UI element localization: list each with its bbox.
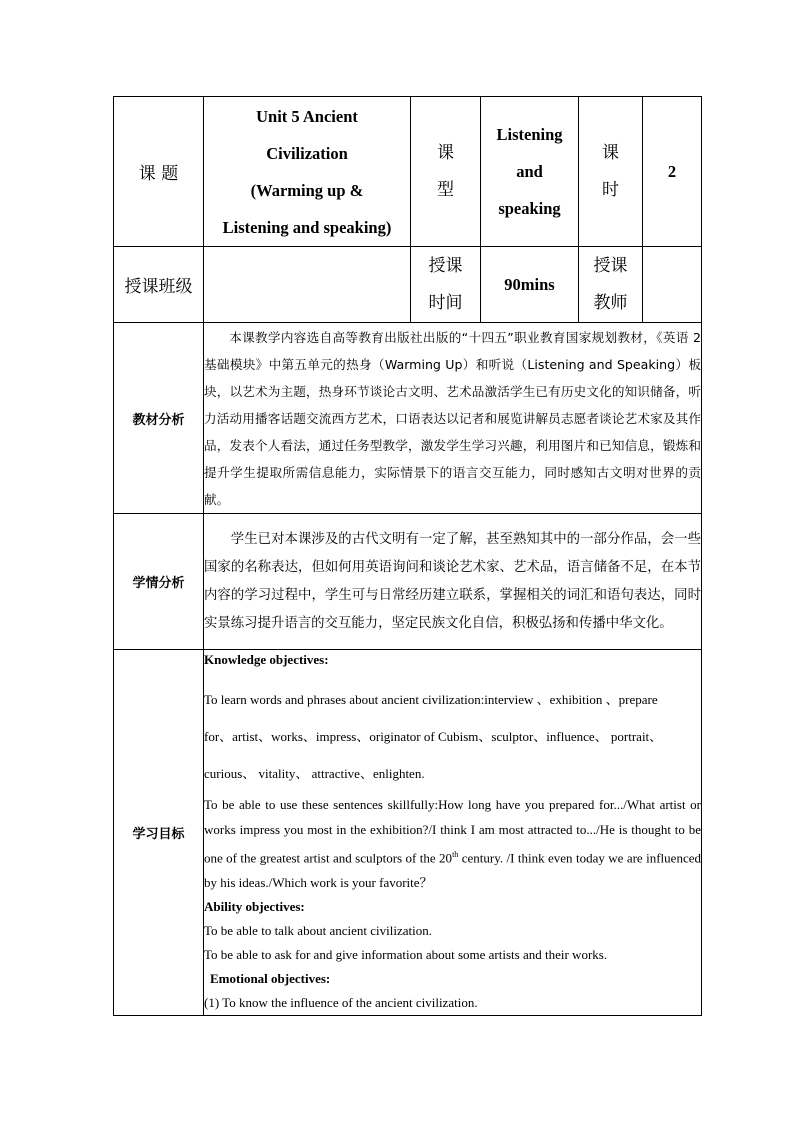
learners-text: 学生已对本课涉及的古代文明有一定了解，甚至熟知其中的一部分作品，会一些国家的名称表达，但如何用英语询问和谈论艺术家、艺术品，语言储备不足，在本节内容的学习过程中，学生可与日常经历建立联系，掌握相关的词汇和语句表达，同时实景练习提升语言的交互能力，坚定民族文化自信，积极弘扬和传播中华文化。 — [204, 531, 701, 631]
class-row — [114, 247, 702, 323]
time-label-cell — [411, 247, 481, 323]
ability-item: To be able to ask for and give information about some artists and their works. — [204, 947, 608, 963]
materials-row — [114, 323, 702, 514]
type-value-line: speaking — [498, 199, 561, 218]
sentences-text: To be able to use these sentences skillfully:How long have you prepared for.../What artist or works impress you most in the exhibition?/I think I am most attracted to.../He is thought to be one of the greatest artist and sculptors of the 20 — [204, 797, 701, 866]
type-value-line: and — [516, 162, 543, 181]
teacher-label-line: 授课 — [593, 255, 628, 276]
knowledge-heading: Knowledge objectives: — [204, 652, 329, 667]
sentences-superscript: th — [452, 850, 459, 859]
teacher-label-line: 教师 — [593, 292, 628, 313]
class-label: 授课班级 — [124, 277, 193, 297]
emotional-heading: Emotional objectives: — [210, 971, 331, 987]
topic-line: Listening and speaking) — [222, 217, 392, 237]
type-value-cell — [481, 97, 579, 247]
ability-item: To be able to talk about ancient civilization. — [204, 923, 432, 939]
time-value-cell — [481, 247, 579, 323]
type-label-char: 课 — [437, 142, 454, 163]
materials-label: 教材分析 — [132, 412, 185, 428]
class-label-cell — [114, 247, 204, 323]
materials-text-cell — [204, 323, 702, 514]
topic-label-cell — [114, 97, 204, 247]
learners-label: 学情分析 — [132, 576, 185, 591]
objectives-label-cell — [114, 650, 204, 1016]
materials-text: 本课教学内容选自高等教育出版社出版的“十四五”职业教育国家规划教材，《英语 2 基础模块》中第五单元的热身（Warming Up）和听说（Listening and Speaking）板块，以艺术为主题，热身环节谈论古文明、艺术品激活学生已有历史文化的知识储备，听力活动用播客话题交流西方艺术，口语表达以记者和展览讲解员志愿者谈论艺术家及其作品，发表个人看法，通过任务型教学，激发学生学习兴趣，利用图片和已知信息，锻炼和提升学生提取所需信息能力，实际情景下的语言交互能力，同时感知古文明对世界的贡献。 — [204, 329, 701, 507]
words-line: To learn words and phrases about ancient civilization:interview 、exhibition 、prepare — [204, 692, 658, 707]
learners-label-cell — [114, 514, 204, 650]
hours-label-char: 时 — [602, 179, 619, 200]
teacher-label-cell — [579, 247, 643, 323]
emotional-item: (1) To know the influence of the ancient civilization. — [204, 995, 478, 1011]
sentences-text-cont: century. /I think even today we are influenced by his ideas./Which work is your favorite？ — [204, 850, 701, 891]
topic-line: Unit 5 Ancient — [256, 106, 358, 126]
materials-label-cell — [114, 323, 204, 514]
topic-line: Civilization — [266, 143, 348, 163]
words-line: for、artist、works、impress、originator of Cubism、sculptor、influence、 portrait、 — [204, 729, 663, 744]
type-label-char: 型 — [437, 179, 454, 200]
objectives-row — [114, 650, 702, 1016]
type-label-cell — [411, 97, 481, 247]
learners-row — [114, 514, 702, 650]
type-value-line: Listening — [496, 125, 563, 144]
words-line: curious、 vitality、 attractive、enlighten. — [204, 766, 425, 781]
topic-value-cell — [204, 97, 411, 247]
hours-value-cell — [643, 97, 702, 247]
ability-heading: Ability objectives: — [204, 899, 305, 915]
time-label-line: 授课 — [428, 255, 463, 276]
topic-label: 课 题 — [138, 164, 179, 184]
teacher-value-cell — [643, 247, 702, 323]
time-value: 90mins — [504, 275, 555, 294]
hours-label-char: 课 — [602, 142, 619, 163]
hours-value: 2 — [667, 162, 677, 181]
hours-label-cell — [579, 97, 643, 247]
sentences-paragraph — [204, 792, 701, 895]
objectives-text-cell — [204, 650, 702, 1016]
learners-text-cell — [204, 514, 702, 650]
lesson-plan-table — [113, 96, 702, 1016]
objectives-label: 学习目标 — [132, 827, 185, 843]
class-value-cell — [204, 247, 411, 323]
header-row — [114, 97, 702, 247]
time-label-line: 时间 — [428, 292, 463, 313]
topic-line: (Warming up & — [250, 180, 364, 200]
